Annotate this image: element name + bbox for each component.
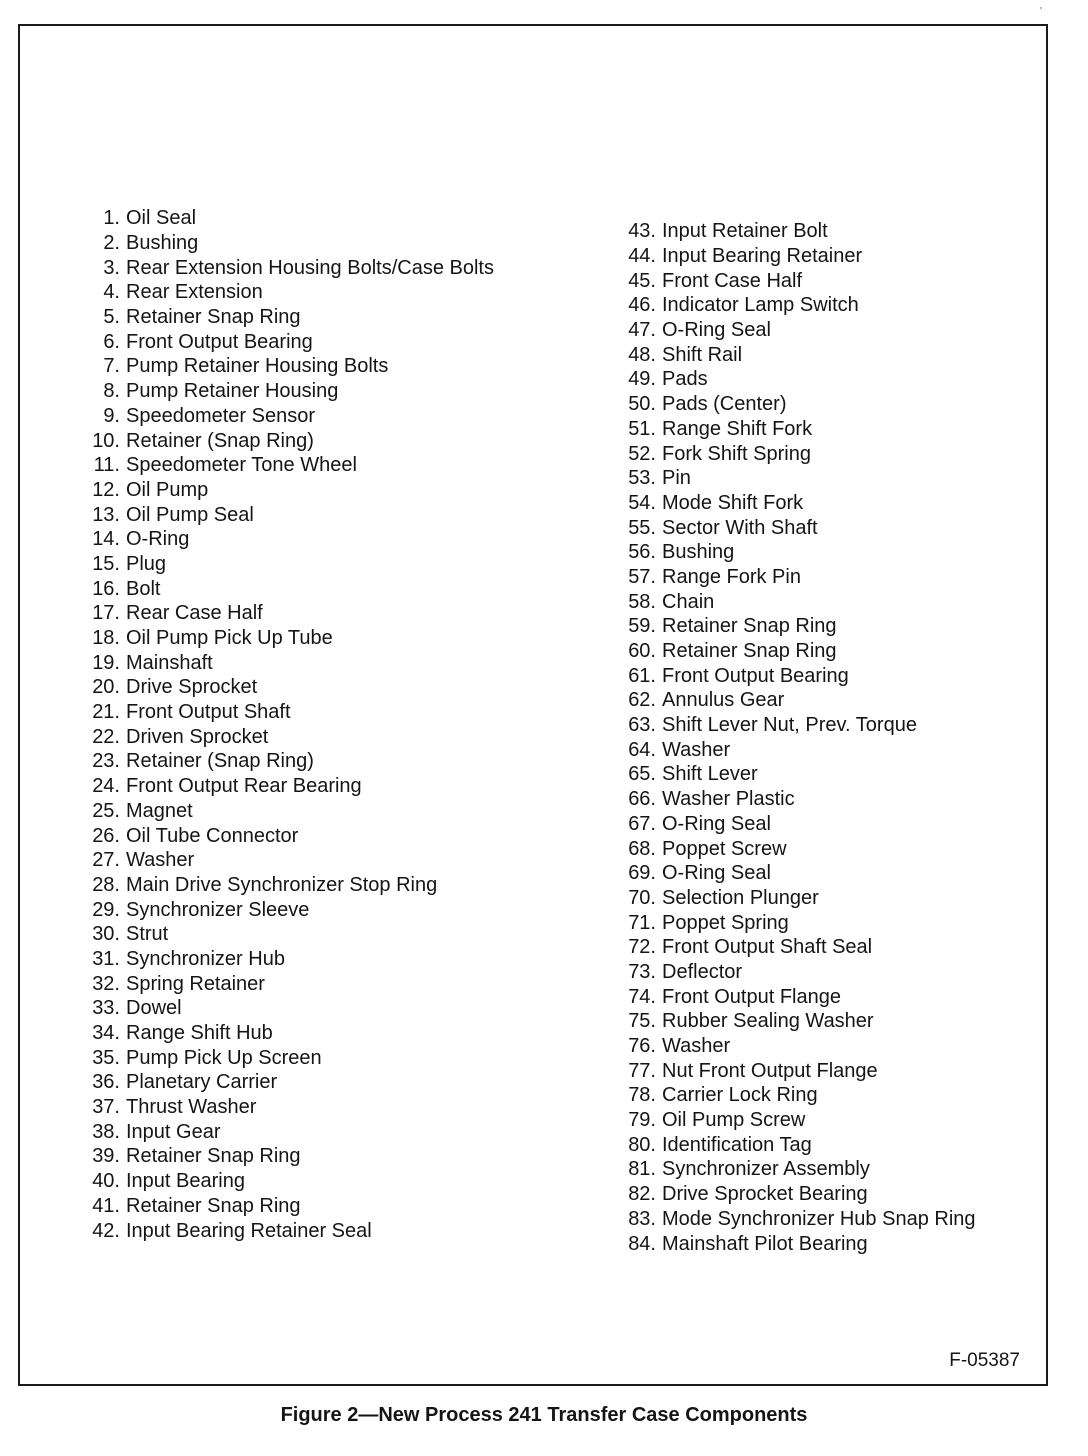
part-name: Poppet Screw [662, 837, 787, 860]
list-item [612, 318, 1088, 343]
part-number: 83. [628, 1207, 656, 1230]
part-number: 12. [92, 478, 120, 501]
part-name: Strut [126, 923, 169, 946]
part-number: 60. [628, 640, 656, 663]
part-number: 54. [628, 491, 656, 514]
part-number: 21. [92, 701, 120, 724]
part-number: 24. [92, 775, 120, 798]
part-name: Rear Extension [126, 281, 263, 304]
part-number: 78. [628, 1084, 656, 1107]
part-number: 69. [628, 862, 656, 885]
list-item [612, 1058, 1088, 1083]
list-item [612, 244, 1088, 269]
part-name: Poppet Spring [662, 911, 789, 934]
list-item [76, 848, 556, 873]
part-number: 65. [628, 763, 656, 786]
part-name: O-Ring Seal [662, 862, 771, 885]
list-item [76, 527, 556, 552]
corner-mark: ' [1040, 6, 1042, 17]
part-number: 43. [628, 220, 656, 243]
part-number: 53. [628, 467, 656, 490]
list-item [76, 1169, 556, 1194]
part-name: Main Drive Synchronizer Stop Ring [126, 873, 438, 896]
list-item [612, 614, 1088, 639]
list-item [76, 478, 556, 503]
part-name: Sector With Shaft [662, 516, 818, 539]
list-item [612, 540, 1088, 565]
list-item [612, 836, 1088, 861]
part-name: Pin [662, 467, 691, 490]
list-item [76, 1045, 556, 1070]
list-item [76, 502, 556, 527]
part-name: Range Fork Pin [662, 565, 801, 588]
list-item [76, 453, 556, 478]
part-name: Pump Retainer Housing Bolts [126, 355, 389, 378]
part-name: Front Output Bearing [126, 330, 313, 353]
part-name: Fork Shift Spring [662, 442, 811, 465]
part-name: Deflector [662, 960, 743, 983]
list-item [612, 910, 1088, 935]
list-item [612, 1231, 1088, 1256]
part-name: Planetary Carrier [126, 1071, 278, 1094]
part-name: Pads (Center) [662, 393, 787, 416]
list-item [76, 947, 556, 972]
part-number: 56. [628, 541, 656, 564]
part-number: 50. [628, 393, 656, 416]
part-name: Synchronizer Sleeve [126, 898, 310, 921]
part-name: Oil Pump [126, 478, 209, 501]
list-item [612, 1132, 1088, 1157]
part-number: 84. [628, 1232, 656, 1255]
part-name: Front Output Flange [662, 985, 841, 1008]
list-item [76, 700, 556, 725]
list-item [76, 675, 556, 700]
list-item [76, 1218, 556, 1243]
part-name: Bolt [126, 577, 161, 600]
list-item [612, 293, 1088, 318]
part-name: Nut Front Output Flange [662, 1059, 878, 1082]
part-number: 68. [628, 837, 656, 860]
list-item [612, 639, 1088, 664]
part-number: 37. [92, 1096, 120, 1119]
list-item [76, 354, 556, 379]
list-item [76, 1095, 556, 1120]
part-name: Drive Sprocket Bearing [662, 1183, 868, 1206]
list-item [76, 1021, 556, 1046]
list-item [76, 305, 556, 330]
part-number: 11. [93, 454, 120, 477]
list-item [612, 1034, 1088, 1059]
part-number: 66. [628, 788, 656, 811]
list-item [76, 724, 556, 749]
part-number: 8. [103, 380, 120, 403]
list-item [612, 1009, 1088, 1034]
part-number: 82. [628, 1183, 656, 1206]
list-item [76, 873, 556, 898]
part-name: Chain [662, 590, 715, 613]
part-name: Thrust Washer [126, 1096, 257, 1119]
list-item [76, 1119, 556, 1144]
part-number: 46. [628, 294, 656, 317]
list-item [76, 329, 556, 354]
part-number: 57. [628, 565, 656, 588]
list-item [76, 231, 556, 256]
list-item [612, 1182, 1088, 1207]
list-item [612, 960, 1088, 985]
part-name: Identification Tag [662, 1133, 812, 1156]
list-item [612, 1207, 1088, 1232]
list-item [612, 713, 1088, 738]
part-name: Bushing [662, 541, 735, 564]
part-name: O-Ring Seal [662, 319, 771, 342]
part-name: Front Output Shaft Seal [662, 936, 873, 959]
part-number: 29. [92, 898, 120, 921]
part-name: Input Bearing [126, 1170, 245, 1193]
part-number: 59. [628, 615, 656, 638]
list-item [76, 379, 556, 404]
part-number: 72. [628, 936, 656, 959]
part-name: Oil Pump Pick Up Tube [126, 627, 333, 650]
part-number: 41. [92, 1194, 120, 1217]
part-number: 16. [92, 577, 120, 600]
part-number: 7. [103, 355, 120, 378]
part-name: Driven Sprocket [126, 725, 269, 748]
part-name: Rear Extension Housing Bolts/Case Bolts [126, 256, 494, 279]
list-item [612, 984, 1088, 1009]
list-item [76, 823, 556, 848]
part-number: 38. [92, 1120, 120, 1143]
list-item [612, 1157, 1088, 1182]
part-number: 20. [92, 676, 120, 699]
part-number: 31. [92, 947, 120, 970]
part-name: Carrier Lock Ring [662, 1084, 818, 1107]
part-number: 49. [628, 368, 656, 391]
part-number: 5. [103, 306, 120, 329]
part-number: 42. [92, 1219, 120, 1242]
part-number: 58. [628, 590, 656, 613]
part-name: O-Ring [126, 528, 190, 551]
part-number: 3. [103, 256, 120, 279]
part-number: 51. [628, 417, 656, 440]
list-item [76, 428, 556, 453]
part-name: Pads [662, 368, 708, 391]
part-number: 61. [628, 664, 656, 687]
part-number: 25. [92, 799, 120, 822]
part-name: Bushing [126, 232, 199, 255]
part-name: Indicator Lamp Switch [662, 294, 859, 317]
part-name: Shift Lever [662, 763, 758, 786]
part-number: 17. [92, 602, 120, 625]
part-name: Magnet [126, 799, 193, 822]
part-number: 70. [628, 886, 656, 909]
part-name: Speedometer Sensor [126, 404, 316, 427]
list-item [76, 626, 556, 651]
part-number: 62. [628, 689, 656, 712]
list-item [612, 861, 1088, 886]
list-item [76, 650, 556, 675]
part-number: 63. [628, 714, 656, 737]
list-item [612, 663, 1088, 688]
part-name: Annulus Gear [662, 689, 785, 712]
part-number: 10. [92, 429, 120, 452]
part-number: 30. [92, 923, 120, 946]
part-name: Mode Shift Fork [662, 491, 804, 514]
part-name: Shift Lever Nut, Prev. Torque [662, 714, 917, 737]
part-name: Input Gear [126, 1120, 221, 1143]
part-name: Retainer Snap Ring [126, 1145, 301, 1168]
part-name: Washer [662, 738, 731, 761]
list-item [612, 886, 1088, 911]
part-name: Synchronizer Hub [126, 947, 285, 970]
part-name: Input Retainer Bolt [662, 220, 828, 243]
part-number: 67. [628, 812, 656, 835]
list-item [76, 749, 556, 774]
part-name: Speedometer Tone Wheel [126, 454, 357, 477]
part-name: Plug [126, 552, 167, 575]
list-item [612, 1108, 1088, 1133]
list-item [76, 576, 556, 601]
part-number: 19. [92, 651, 120, 674]
figure-caption: Figure 2—New Process 241 Transfer Case Components [280, 1404, 808, 1426]
part-number: 55. [628, 516, 656, 539]
part-number: 77. [628, 1059, 656, 1082]
list-item [76, 1070, 556, 1095]
part-name: Input Bearing Retainer [662, 245, 863, 268]
part-name: Oil Tube Connector [126, 824, 299, 847]
part-number: 79. [628, 1109, 656, 1132]
list-item [612, 737, 1088, 762]
part-name: Rear Case Half [126, 602, 263, 625]
part-number: 9. [103, 404, 120, 427]
list-item [76, 1194, 556, 1219]
part-number: 33. [92, 997, 120, 1020]
list-item [612, 268, 1088, 293]
part-name: Retainer Snap Ring [662, 640, 837, 663]
list-item [612, 441, 1088, 466]
list-item [612, 565, 1088, 590]
part-name: Selection Plunger [662, 886, 819, 909]
part-number: 4. [103, 281, 120, 304]
part-name: Front Output Bearing [662, 664, 849, 687]
part-name: Pump Retainer Housing [126, 380, 339, 403]
part-name: Front Output Rear Bearing [126, 775, 362, 798]
part-name: Washer Plastic [662, 788, 795, 811]
list-item [612, 367, 1088, 392]
part-name: Shift Rail [662, 343, 743, 366]
list-item [612, 342, 1088, 367]
list-item [612, 515, 1088, 540]
list-item [612, 392, 1088, 417]
part-number: 73. [628, 960, 656, 983]
part-number: 36. [92, 1071, 120, 1094]
parts-list-left [76, 206, 556, 1243]
part-number: 14. [92, 528, 120, 551]
parts-list-right [612, 219, 1088, 1256]
part-name: Oil Pump Seal [126, 503, 254, 526]
list-item [612, 762, 1088, 787]
part-name: Retainer Snap Ring [126, 1194, 301, 1217]
figure-reference: F-05387 [949, 1350, 1020, 1371]
part-number: 76. [628, 1035, 656, 1058]
part-name: Washer [662, 1035, 731, 1058]
part-name: Range Shift Fork [662, 417, 813, 440]
list-item [612, 1083, 1088, 1108]
part-number: 44. [628, 245, 656, 268]
part-number: 28. [92, 873, 120, 896]
part-number: 39. [92, 1145, 120, 1168]
part-number: 48. [628, 343, 656, 366]
part-name: Retainer (Snap Ring) [126, 429, 314, 452]
part-number: 45. [628, 269, 656, 292]
part-name: Synchronizer Assembly [662, 1158, 870, 1181]
part-number: 34. [92, 1022, 120, 1045]
part-name: Oil Pump Screw [662, 1109, 806, 1132]
part-number: 47. [628, 319, 656, 342]
list-item [76, 799, 556, 824]
list-item [76, 897, 556, 922]
part-name: Spring Retainer [126, 972, 265, 995]
part-number: 26. [92, 824, 120, 847]
part-number: 75. [628, 1010, 656, 1033]
part-name: Drive Sprocket [126, 676, 258, 699]
list-item [76, 280, 556, 305]
part-number: 18. [92, 627, 120, 650]
part-number: 15. [92, 552, 120, 575]
part-number: 71. [628, 911, 656, 934]
list-item [612, 491, 1088, 516]
part-number: 40. [92, 1170, 120, 1193]
list-item [612, 935, 1088, 960]
part-number: 35. [92, 1046, 120, 1069]
list-item [612, 589, 1088, 614]
part-number: 27. [92, 849, 120, 872]
list-item [76, 552, 556, 577]
list-item [612, 787, 1088, 812]
list-item [612, 688, 1088, 713]
list-item [76, 996, 556, 1021]
part-number: 52. [628, 442, 656, 465]
part-number: 23. [92, 750, 120, 773]
part-name: Mainshaft Pilot Bearing [662, 1232, 868, 1255]
part-name: Mainshaft [126, 651, 213, 674]
part-number: 6. [103, 330, 120, 353]
part-number: 1. [103, 207, 120, 230]
part-number: 64. [628, 738, 656, 761]
list-item [612, 219, 1088, 244]
list-item [76, 404, 556, 429]
part-name: Pump Pick Up Screen [126, 1046, 322, 1069]
part-name: Front Case Half [662, 269, 803, 292]
part-number: 22. [92, 725, 120, 748]
list-item [76, 255, 556, 280]
part-name: O-Ring Seal [662, 812, 771, 835]
list-item [612, 417, 1088, 442]
list-item [76, 601, 556, 626]
part-name: Retainer Snap Ring [662, 615, 837, 638]
list-item [612, 466, 1088, 491]
part-name: Washer [126, 849, 195, 872]
part-name: Dowel [126, 997, 182, 1020]
part-name: Oil Seal [126, 207, 197, 230]
part-name: Rubber Sealing Washer [662, 1010, 874, 1033]
part-name: Mode Synchronizer Hub Snap Ring [662, 1207, 976, 1230]
part-number: 74. [628, 985, 656, 1008]
list-item [612, 812, 1088, 837]
figure-frame [18, 24, 1048, 1386]
list-item [76, 206, 556, 231]
part-name: Retainer Snap Ring [126, 306, 301, 329]
list-item [76, 1144, 556, 1169]
part-name: Input Bearing Retainer Seal [126, 1219, 372, 1242]
part-name: Range Shift Hub [126, 1022, 273, 1045]
part-name: Retainer (Snap Ring) [126, 750, 314, 773]
part-name: Front Output Shaft [126, 701, 291, 724]
list-item [76, 971, 556, 996]
list-item [76, 774, 556, 799]
part-number: 13. [92, 503, 120, 526]
list-item [76, 922, 556, 947]
part-number: 2. [103, 232, 120, 255]
part-number: 32. [92, 972, 120, 995]
part-number: 81. [628, 1158, 656, 1181]
part-number: 80. [628, 1133, 656, 1156]
